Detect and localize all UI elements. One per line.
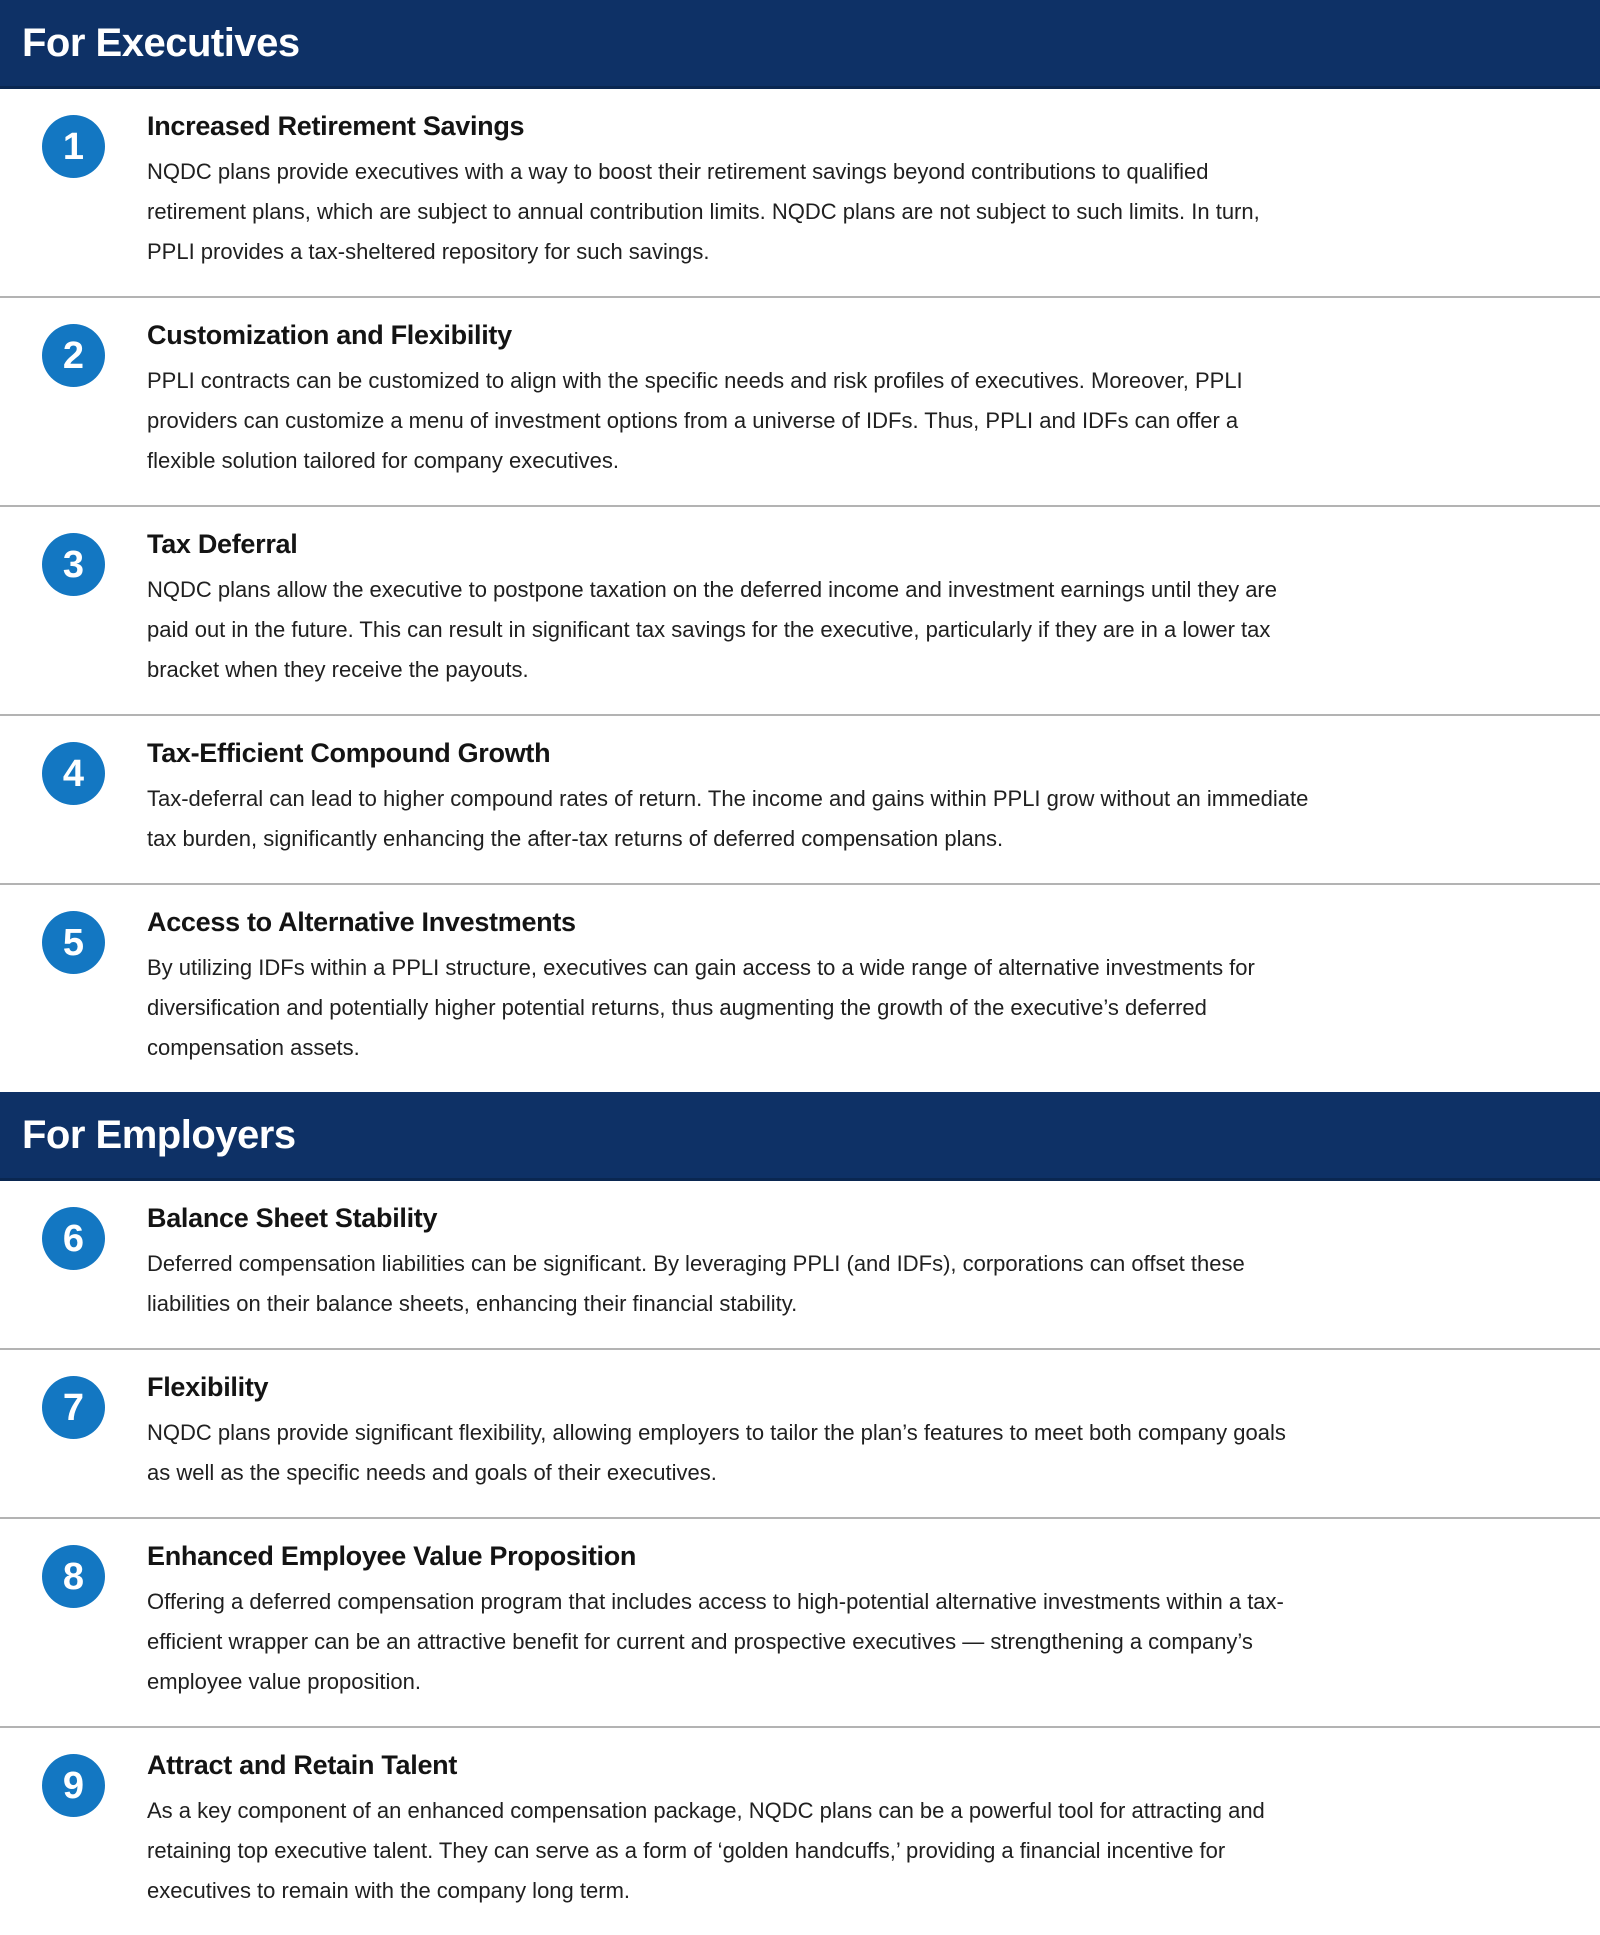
number-badge-column [0, 905, 147, 1068]
number-badge: 4 [42, 742, 105, 805]
number-badge: 1 [42, 115, 105, 178]
benefit-content [147, 736, 1342, 859]
benefit-content [147, 1748, 1342, 1911]
benefit-content [147, 1201, 1342, 1324]
benefit-body: As a key component of an enhanced compensation package, NQDC plans can be a powerful tool for attracting and retaining top executive talent. They can serve as a form of ‘golden handcuffs,’ providing a financial incentive for executives to remain with the company long term. [147, 1798, 1265, 1903]
benefit-heading: Tax-Efficient Compound Growth [147, 738, 551, 768]
benefit-content [147, 905, 1342, 1068]
number-badge-column [0, 1201, 147, 1324]
number-badge-column [0, 1748, 147, 1911]
number-badge-column [0, 1539, 147, 1702]
number-badge: 3 [42, 533, 105, 596]
benefit-item-5 [0, 883, 1600, 1092]
benefit-heading: Attract and Retain Talent [147, 1750, 458, 1780]
employers-benefit-list [0, 1181, 1600, 1935]
benefit-body: Tax-deferral can lead to higher compound rates of return. The income and gains within PPLI grow without an immediate tax burden, significantly enhancing the after-tax returns of deferred compensation plans. [147, 786, 1309, 851]
benefit-content [147, 109, 1342, 272]
section-title: For Employers [22, 1112, 296, 1157]
number-badge-column [0, 109, 147, 272]
benefit-item-7 [0, 1348, 1600, 1517]
number-badge: 5 [42, 911, 105, 974]
benefit-body: Deferred compensation liabilities can be significant. By leveraging PPLI (and IDFs), corporations can offset these liabilities on their balance sheets, enhancing their financial stability. [147, 1251, 1245, 1316]
number-badge: 8 [42, 1545, 105, 1608]
benefit-heading: Customization and Flexibility [147, 320, 512, 350]
benefit-body: By utilizing IDFs within a PPLI structure, executives can gain access to a wide range of alternative investments for diversification and potentially higher potential returns, thus augmenting the growth of the executive’s deferred compensation assets. [147, 955, 1255, 1060]
benefit-heading: Access to Alternative Investments [147, 907, 576, 937]
number-badge-column [0, 527, 147, 690]
section-title: For Executives [22, 20, 300, 65]
benefit-body: Offering a deferred compensation program that includes access to high-potential alternative investments within a tax-efficient wrapper can be an attractive benefit for current and prospective executives — strengthening a company’s employee value proposition. [147, 1589, 1284, 1694]
number-badge: 2 [42, 324, 105, 387]
benefit-item-4 [0, 714, 1600, 883]
number-badge: 6 [42, 1207, 105, 1270]
benefit-body: NQDC plans provide executives with a way to boost their retirement savings beyond contributions to qualified retirement plans, which are subject to annual contribution limits. NQDC plans are not subject to such limits. In turn, PPLI provides a tax-sheltered repository for such savings. [147, 159, 1260, 264]
benefit-content [147, 1370, 1342, 1493]
benefit-item-9 [0, 1726, 1600, 1935]
benefit-item-1 [0, 89, 1600, 296]
number-badge: 9 [42, 1754, 105, 1817]
executives-benefit-list [0, 89, 1600, 1092]
benefit-heading: Tax Deferral [147, 529, 298, 559]
benefit-content [147, 318, 1342, 481]
benefit-heading: Flexibility [147, 1372, 269, 1402]
number-badge-column [0, 736, 147, 859]
benefit-item-3 [0, 505, 1600, 714]
section-header-for-employers [0, 1092, 1600, 1181]
benefit-heading: Balance Sheet Stability [147, 1203, 438, 1233]
benefit-body: PPLI contracts can be customized to align with the specific needs and risk profiles of executives. Moreover, PPLI providers can customize a menu of investment options from a universe of IDFs. Thus, PPLI and IDFs can offer a flexible solution tailored for company executives. [147, 368, 1243, 473]
benefit-heading: Enhanced Employee Value Proposition [147, 1541, 637, 1571]
benefit-body: NQDC plans provide significant flexibility, allowing employers to tailor the plan’s features to meet both company goals as well as the specific needs and goals of their executives. [147, 1420, 1286, 1485]
benefit-heading: Increased Retirement Savings [147, 111, 525, 141]
benefit-item-8 [0, 1517, 1600, 1726]
benefit-body: NQDC plans allow the executive to postpone taxation on the deferred income and investment earnings until they are paid out in the future. This can result in significant tax savings for the executive, particularly if they are in a lower tax bracket when they receive the payouts. [147, 577, 1277, 682]
benefit-content [147, 527, 1342, 690]
number-badge-column [0, 318, 147, 481]
number-badge-column [0, 1370, 147, 1493]
benefit-item-6 [0, 1181, 1600, 1348]
benefit-content [147, 1539, 1342, 1702]
section-header-for-executives [0, 0, 1600, 89]
number-badge: 7 [42, 1376, 105, 1439]
benefit-item-2 [0, 296, 1600, 505]
